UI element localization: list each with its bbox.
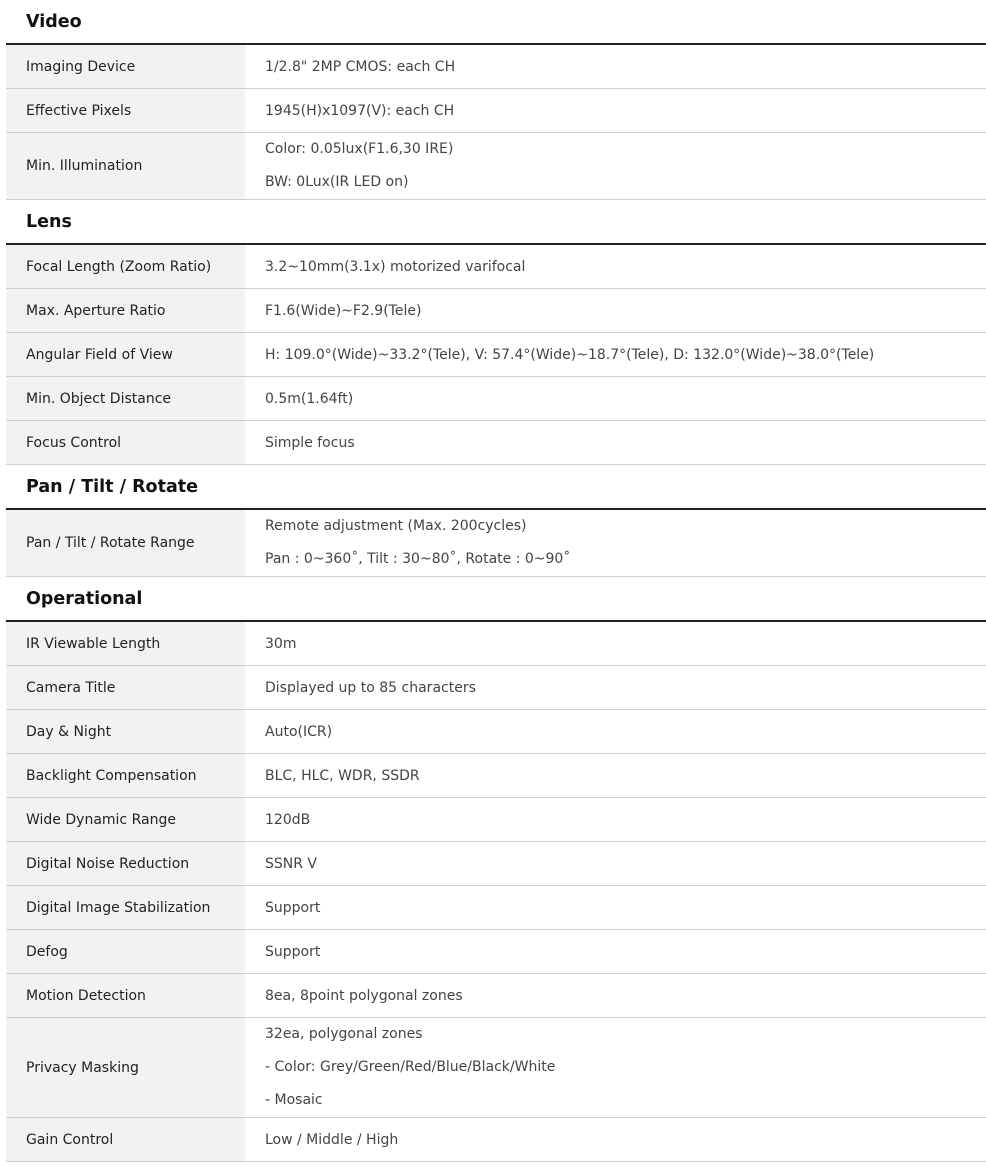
section-title: Pan / Tilt / Rotate [6,465,986,510]
spec-value-line: Remote adjustment (Max. 200cycles) [265,518,527,534]
section-title: Video [6,0,986,45]
spec-value-line: SSNR V [265,855,318,872]
spec-value-line: Pan : 0~360˚, Tilt : 30~80˚, Rotate : 0~90˚ [265,551,571,567]
spec-label: Pan / Tilt / Rotate Range [6,510,245,576]
spec-row [6,622,986,666]
spec-value [245,798,986,841]
spec-value [245,510,986,576]
spec-value [245,842,986,885]
spec-value-line: 1/2.8" 2MP CMOS: each CH [265,58,456,75]
spec-value-line: Displayed up to 85 characters [265,679,476,696]
spec-label: Day & Night [6,710,245,753]
spec-value-line: 32ea, polygonal zones [265,1026,423,1042]
spec-value [245,289,986,332]
section-title: Lens [6,200,986,245]
spec-value [245,886,986,929]
spec-label: Privacy Masking [6,1018,245,1117]
spec-label: Gain Control [6,1118,245,1161]
spec-value-line: 3.2~10mm(3.1x) motorized varifocal [265,258,526,275]
spec-value-line: Auto(ICR) [265,723,333,740]
spec-value-line: F1.6(Wide)~F2.9(Tele) [265,302,422,319]
spec-label: Focus Control [6,421,245,464]
spec-value [245,754,986,797]
spec-value-line: 1945(H)x1097(V): each CH [265,102,455,119]
spec-value [245,333,986,376]
spec-row [6,842,986,886]
spec-label: Imaging Device [6,45,245,88]
spec-label: Camera Title [6,666,245,709]
spec-value [245,45,986,88]
spec-value [245,1118,986,1161]
spec-row [6,666,986,710]
spec-row [6,754,986,798]
spec-label: Max. Aperture Ratio [6,289,245,332]
spec-row [6,133,986,200]
spec-value-line: Simple focus [265,434,355,451]
spec-value-line: Support [265,899,321,916]
spec-value-line: 8ea, 8point polygonal zones [265,987,463,1004]
spec-label: Effective Pixels [6,89,245,132]
spec-value [245,421,986,464]
spec-value-line: 0.5m(1.64ft) [265,390,354,407]
spec-label: Angular Field of View [6,333,245,376]
spec-label: Digital Image Stabilization [6,886,245,929]
spec-value [245,245,986,288]
spec-label: Focal Length (Zoom Ratio) [6,245,245,288]
spec-row [6,377,986,421]
section-title: Operational [6,577,986,622]
spec-label: Defog [6,930,245,973]
spec-row [6,289,986,333]
spec-label: Wide Dynamic Range [6,798,245,841]
spec-label: Backlight Compensation [6,754,245,797]
spec-row [6,333,986,377]
spec-label: Motion Detection [6,974,245,1017]
spec-value [245,666,986,709]
spec-row [6,245,986,289]
spec-value [245,377,986,420]
spec-value-line: H: 109.0°(Wide)~33.2°(Tele), V: 57.4°(Wide)~18.7°(Tele), D: 132.0°(Wide)~38.0°(Tele) [265,346,875,363]
spec-value-line: BW: 0Lux(IR LED on) [265,174,409,190]
spec-value [245,930,986,973]
spec-value-line: - Mosaic [265,1092,323,1108]
spec-value-line: 30m [265,635,297,652]
spec-row [6,510,986,577]
spec-label: Min. Illumination [6,133,245,199]
spec-value-line: Support [265,943,321,960]
spec-row [6,886,986,930]
spec-row [6,798,986,842]
spec-value-line: Color: 0.05lux(F1.6,30 IRE) [265,141,454,157]
spec-value-line: - Color: Grey/Green/Red/Blue/Black/White [265,1059,556,1075]
spec-row [6,1018,986,1118]
spec-value-line: BLC, HLC, WDR, SSDR [265,767,420,784]
spec-label: Digital Noise Reduction [6,842,245,885]
spec-value [245,710,986,753]
spec-label: IR Viewable Length [6,622,245,665]
spec-value-line: 120dB [265,811,311,828]
spec-row [6,421,986,465]
spec-row [6,1118,986,1162]
spec-table [6,0,986,1162]
spec-row [6,710,986,754]
spec-value [245,133,986,199]
spec-value-line: Low / Middle / High [265,1131,399,1148]
spec-value [245,1018,986,1117]
spec-value [245,89,986,132]
spec-label: Min. Object Distance [6,377,245,420]
spec-value [245,622,986,665]
spec-row [6,45,986,89]
spec-value [245,974,986,1017]
spec-row [6,974,986,1018]
spec-row [6,89,986,133]
spec-row [6,930,986,974]
